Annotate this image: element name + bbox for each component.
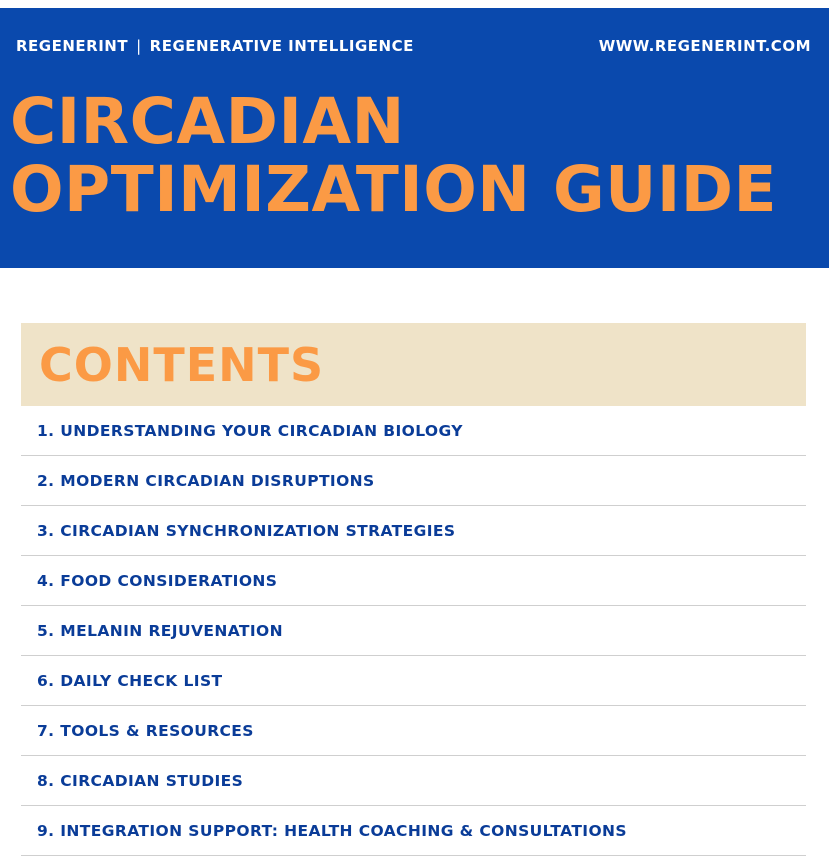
page-title-line-2: OPTIMIZATION GUIDE: [10, 153, 778, 226]
brand-tagline: REGENERATIVE INTELLIGENCE: [149, 37, 414, 55]
hero-banner: [0, 8, 829, 268]
toc-item-integration-support[interactable]: 9. INTEGRATION SUPPORT: HEALTH COACHING & CONSULTATIONS: [21, 806, 806, 856]
contents-header: [21, 323, 806, 406]
brand-lockup: [16, 37, 414, 55]
toc-item-circadian-studies[interactable]: 8. CIRCADIAN STUDIES: [21, 756, 806, 806]
toc-item-circadian-disruptions[interactable]: 2. MODERN CIRCADIAN DISRUPTIONS: [21, 456, 806, 506]
brand-name: REGENERINT: [16, 37, 129, 55]
toc-item-synchronization-strategies[interactable]: 3. CIRCADIAN SYNCHRONIZATION STRATEGIES: [21, 506, 806, 556]
toc-item-tools-resources[interactable]: 7. TOOLS & RESOURCES: [21, 706, 806, 756]
contents-title: CONTENTS: [39, 337, 325, 392]
toc-list: [21, 406, 806, 856]
hero-top-bar: [16, 36, 811, 56]
brand-separator: |: [136, 37, 142, 55]
toc-item-food-considerations[interactable]: 4. FOOD CONSIDERATIONS: [21, 556, 806, 606]
table-of-contents: [21, 323, 806, 856]
website-link[interactable]: WWW.REGENERINT.COM: [598, 37, 811, 55]
toc-item-daily-check-list[interactable]: 6. DAILY CHECK LIST: [21, 656, 806, 706]
toc-item-circadian-biology[interactable]: 1. UNDERSTANDING YOUR CIRCADIAN BIOLOGY: [21, 406, 806, 456]
page-title-line-1: CIRCADIAN: [10, 85, 405, 158]
page-title: [10, 85, 778, 226]
toc-item-melanin-rejuvenation[interactable]: 5. MELANIN REJUVENATION: [21, 606, 806, 656]
